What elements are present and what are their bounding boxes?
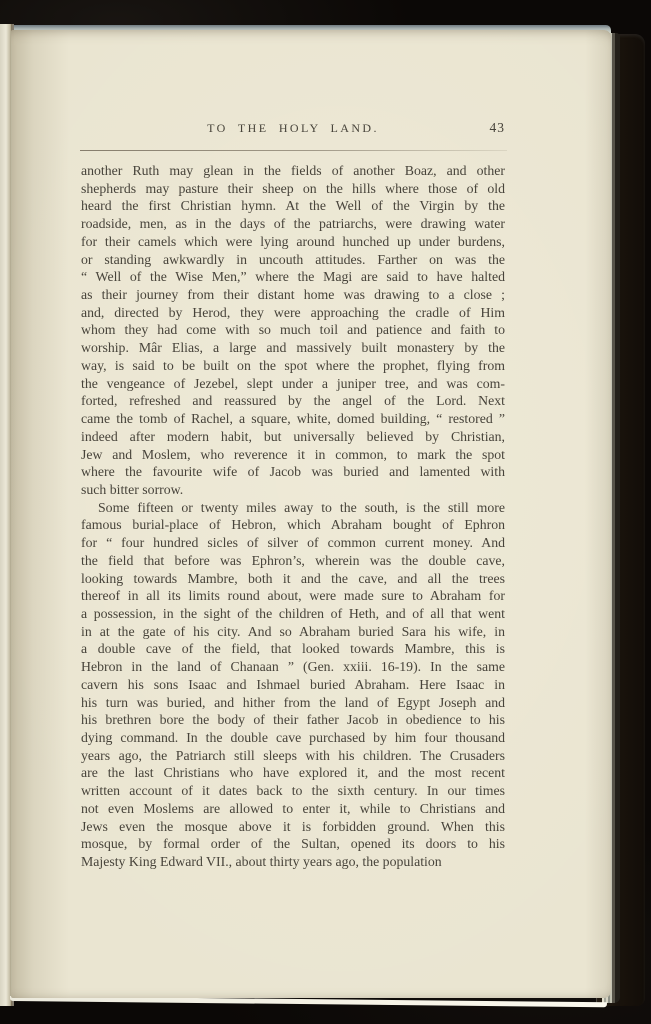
text-line: famous burial-place of Hebron, which Abraham bought of Ephron [81, 517, 505, 533]
header-divider-rule [80, 150, 507, 151]
text-line: his brethren bore the body of their father Jacob in obedience to his [81, 712, 505, 728]
text-line: in at the gate of his city. And so Abraham buried Sara his wife, in [81, 623, 505, 639]
text-line: the field that before was Ephron’s, wherein was the double cave, [81, 552, 505, 568]
text-line: forted, refreshed and reassured by the angel of the Lord. Next [81, 393, 505, 409]
text-line: way, is said to be built on the spot where the prophet, flying from [81, 357, 505, 373]
text-line: thereof in all its limits round about, were made sure to Abraham for [81, 588, 505, 604]
text-line: Some fifteen or twenty miles away to the south, is the still more [98, 499, 505, 515]
text-line: another Ruth may glean in the fields of another Boaz, and other [81, 163, 505, 178]
book-page [11, 30, 611, 998]
text-line: a possession, in the sight of the children of Heth, and of all that went [81, 605, 505, 621]
text-line: indeed after modern habit, but universally believed by Christian, [81, 428, 505, 444]
text-line: mosque, by formal order of the Sultan, opened its doors to his [81, 836, 505, 852]
text-line: Majesty King Edward VII., about thirty years ago, the population [81, 854, 442, 870]
running-header [81, 121, 505, 139]
text-line: dying command. In the double cave purchased by him four thousand [81, 730, 505, 745]
text-line: Jews even the mosque above it is forbidden ground. When this [81, 818, 505, 834]
page-title: TO THE HOLY LAND. [207, 121, 379, 135]
text-line: not even Moslems are allowed to enter it, while to Christians and [81, 800, 505, 816]
text-line: written account of it dates back to the sixth century. In our times [81, 783, 505, 799]
text-line: and, directed by Herod, they were approaching the cradle of Him [81, 304, 505, 320]
text-line: shepherds may pasture their sheep on the hills where those of old [81, 180, 505, 196]
text-line: or standing awkwardly in uncouth attitudes. Farther on was the [81, 251, 505, 267]
text-line: heard the first Christian hymn. At the Well of the Virgin by the [81, 198, 505, 214]
text-line: came the tomb of Rachel, a square, white, domed building, “ restored ” [81, 411, 505, 427]
text-line: a double cave of the field, that looked towards Mambre, this is [81, 641, 505, 657]
text-line: years ago, the Patriarch still sleeps with his children. The Crusaders [81, 747, 505, 763]
text-line: are the last Christians who have explored it, and the most recent [81, 765, 505, 781]
text-line: where the favourite wife of Jacob was buried and lamented with [81, 464, 505, 480]
text-line: “ Well of the Wise Men,” where the Magi are said to have halted [81, 269, 505, 285]
text-line: looking towards Mambre, both it and the cave, and all the trees [81, 570, 505, 586]
text-line: as their journey from their distant home was drawing to a close ; [81, 287, 505, 303]
text-line: such bitter sorrow. [81, 481, 184, 497]
text-line: for “ four hundred sicles of silver of common current money. And [81, 535, 505, 551]
text-line: his turn was buried, and hither from the land of Egypt Joseph and [81, 694, 505, 710]
text-line: worship. Mâr Elias, a large and massively built monastery by the [81, 340, 505, 356]
body-text [81, 162, 505, 871]
text-line: roadside, men, as in the days of the patriarchs, were drawing water [81, 216, 505, 232]
text-line: whom they had come with so much toil and patience and faith to [81, 322, 505, 338]
text-line: for their camels which were lying around hunched up under burdens, [81, 233, 505, 249]
text-line: the vengeance of Jezebel, slept under a juniper tree, and was com- [81, 375, 505, 391]
text-line: cavern his sons Isaac and Ishmael buried Abraham. Here Isaac in [81, 676, 505, 692]
text-line: Hebron in the land of Chanaan ” (Gen. xxiii. 16-19). In the same [81, 659, 505, 675]
text-line: Jew and Moslem, who reverence it in common, to mark the spot [81, 446, 505, 462]
page-number: 43 [489, 120, 505, 135]
